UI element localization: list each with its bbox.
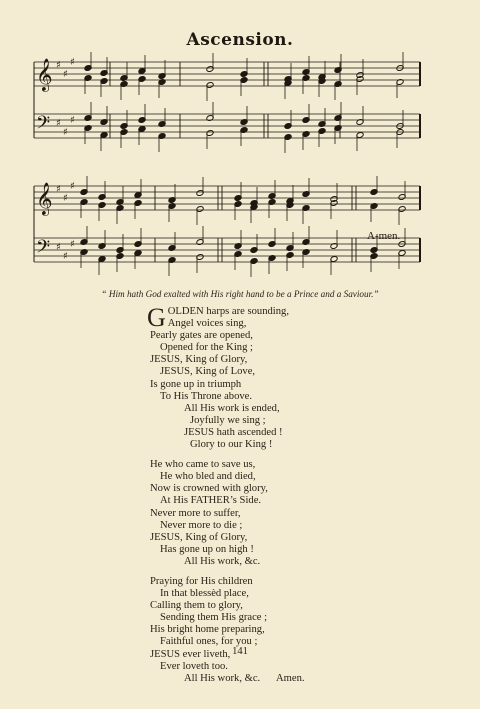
final-amen: Amen. [276,672,305,684]
sharp-icon: ♯ [70,181,75,192]
verse-line: OLDEN harps are sounding, [167,306,289,317]
sharp-icon: ♯ [63,193,68,204]
verse-line: JESUS, King of Glory, [150,354,248,366]
stanza-3 [150,576,450,685]
verse-line: All His work, &c. [184,555,261,567]
epigraph: “ Him hath God exalted with His right hand to be a Prince and a Saviour.” [101,289,379,299]
verse-line: At His FATHER’s Side. [160,495,262,507]
verse-line: Sending them His grace ; [160,612,268,624]
verse-line: He who came to save us, [150,459,256,471]
sharp-icon: ♯ [63,69,68,80]
verse-line: JESUS hath ascended ! [184,426,283,438]
sharp-icon: ♯ [70,57,75,68]
verse-line: JESUS ever liveth, [150,648,231,660]
stanza-1 [147,303,450,451]
verse-line: Faithful ones, for you ; [160,636,258,648]
sharp-icon: ♯ [70,115,75,126]
hymn-text [147,303,450,685]
refrain-cue: All His work, &c. [184,672,261,684]
page-title: Ascension. [186,30,294,50]
stanza-2 [150,459,450,568]
verse-line: Angel voices sing, [167,318,247,330]
verse-line: His bright home preparing, [150,624,265,636]
bass-clef-icon: 𝄢 [36,113,51,138]
verse-line: JESUS, King of Glory, [150,531,248,543]
staff-systems [34,52,420,277]
treble-clef-icon: 𝄞 [36,182,53,215]
verse-line: Now is crowned with glory, [150,483,268,495]
sharp-icon: ♯ [56,118,61,129]
verse-line: All His work is ended, [184,402,280,414]
verse-line: Never more to suffer, [150,507,241,519]
verse-line [150,673,450,685]
verse-line: He who bled and died, [160,471,256,483]
sharp-icon: ♯ [63,251,68,262]
verse-line: Calling them to glory, [150,600,243,612]
drop-cap: G [147,303,166,332]
sharp-icon: ♯ [56,60,61,71]
verse-line: Is gone up in triumph [150,378,242,390]
music-score [0,0,480,290]
verse-line: JESUS, King of Love, [160,366,256,378]
sharp-icon: ♯ [63,127,68,138]
verse-line: Praying for His children [150,575,253,587]
verse-line: Never more to die ; [160,519,243,531]
verse-line: To His Throne above. [160,390,253,402]
sharp-icon: ♯ [56,184,61,195]
verse-line: Joyfully we sing ; [190,414,266,426]
sharp-icon: ♯ [70,239,75,250]
amen-label: A-men. [367,230,401,242]
verse-line: In that blessèd place, [160,588,249,600]
sharp-icon: ♯ [56,242,61,253]
verse-line: Opened for the King ; [160,342,253,354]
verse-line: Has gone up on high ! [160,543,254,555]
verse-line: Glory to our King ! [190,439,273,451]
verse-line: Ever loveth too. [160,660,228,672]
treble-clef-icon: 𝄞 [36,58,53,91]
bass-clef-icon: 𝄢 [36,237,51,262]
verse-line: Pearly gates are opened, [150,330,253,342]
page-number: 141 [232,646,248,657]
